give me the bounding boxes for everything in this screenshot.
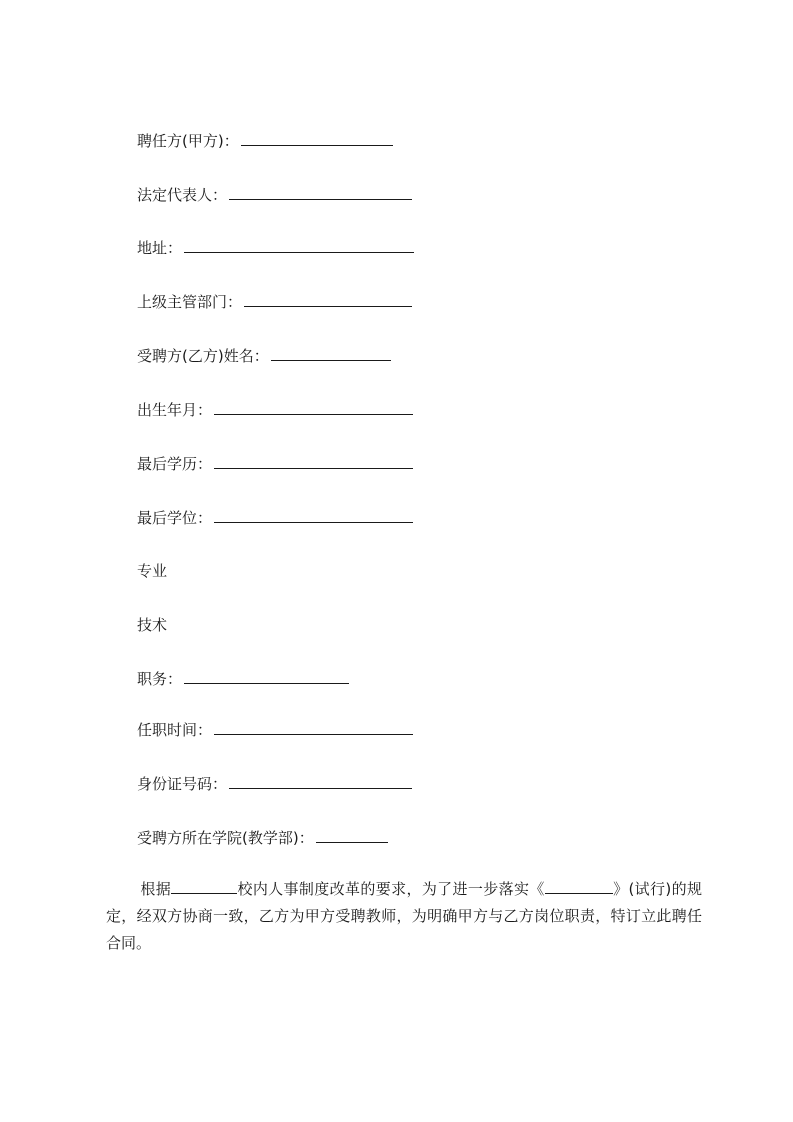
field-birth-date [137,400,413,420]
field-id-number [137,774,412,794]
fill-in-blank[interactable] [214,508,413,523]
field-label: 上级主管部门： [137,293,243,311]
fill-in-blank[interactable] [184,669,349,684]
field-label: 专业 [137,562,168,580]
fill-in-blank[interactable] [214,454,413,469]
fill-in-blank[interactable] [214,720,413,735]
field-label: 任职时间： [137,721,213,739]
field-employer [137,131,393,151]
fill-in-blank[interactable] [545,879,613,894]
field-label: 技术 [137,616,168,634]
field-label: 身份证号码： [137,775,228,793]
contract-preamble [106,876,702,957]
fill-in-blank[interactable] [271,346,391,361]
fill-in-blank[interactable] [229,185,412,200]
field-legal-representative [137,185,412,205]
field-highest-degree [137,508,413,528]
preamble-text-end: 》(试行)的规定，经双方协商一致，乙方为甲方受聘教师，为明确甲方与乙方岗位职责，特订立此聘任合同。 [106,880,702,952]
field-superior-department [137,292,412,312]
fill-in-blank[interactable] [244,292,412,307]
field-address [137,238,414,258]
field-label: 出生年月： [137,401,213,419]
fill-in-blank[interactable] [184,238,414,253]
fill-in-blank[interactable] [229,774,412,789]
preamble-text-middle: 校内人事制度改革的要求，为了进一步落实《 [237,880,545,898]
field-label: 受聘方所在学院(教学部)： [137,829,314,847]
field-technical [137,615,167,635]
field-label: 最后学位： [137,509,213,527]
fill-in-blank[interactable] [316,828,388,843]
field-appointment-time [137,720,413,740]
field-label: 受聘方(乙方)姓名： [137,347,269,365]
field-label: 地址： [137,239,183,257]
field-label: 最后学历： [137,455,213,473]
field-highest-education [137,454,413,474]
field-label: 职务： [137,670,183,688]
preamble-text-start: 根据 [140,880,172,898]
fill-in-blank[interactable] [214,400,413,415]
fill-in-blank[interactable] [241,131,393,146]
field-specialty [137,561,167,581]
field-label: 聘任方(甲方)： [137,132,239,150]
field-employee-college [137,828,388,848]
fill-in-blank[interactable] [171,879,237,894]
field-employee-name [137,346,391,366]
field-title [137,669,349,689]
field-label: 法定代表人： [137,186,228,204]
